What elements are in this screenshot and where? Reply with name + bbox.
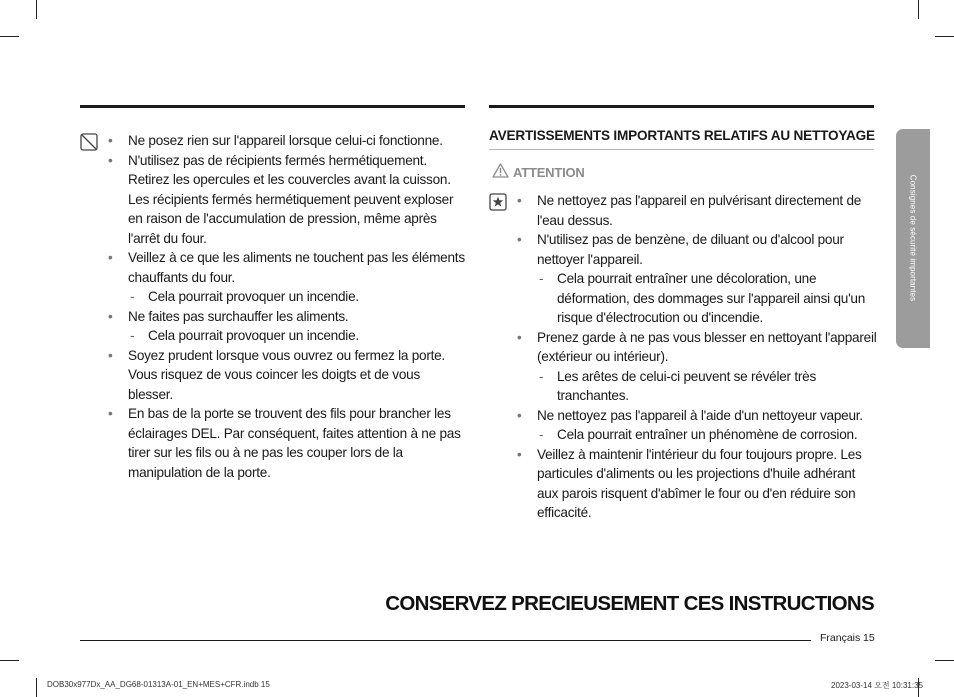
bullet-item xyxy=(108,131,468,151)
section-heading-rule xyxy=(489,149,874,150)
bullet-item xyxy=(517,191,877,230)
crop-mark xyxy=(935,660,954,661)
crop-mark xyxy=(918,0,919,19)
sub-bullet-item: - Cela pourrait entraîner une décoloration, une déformation, des dommages sur l'appareil ainsi qu'un risque d'électrocution ou d'incendie. xyxy=(537,269,877,328)
right-bullet-list xyxy=(517,191,877,523)
bullet-text: Ne posez rien sur l'appareil lorsque celui-ci fonctionne. xyxy=(128,133,443,148)
sub-bullet-list xyxy=(128,326,468,346)
sub-bullet-list xyxy=(537,367,877,406)
page-title: CONSERVEZ PRECIEUSEMENT CES INSTRUCTIONS xyxy=(385,592,874,615)
sub-bullet-item: - Cela pourrait provoquer un incendie. xyxy=(128,326,468,346)
bullet-text: Veillez à maintenir l'intérieur du four toujours propre. Les particules d'aliments ou les projections d'huile adhérant aux parois risquent d'abîmer le four ou d'en réduire son efficacité. xyxy=(537,446,862,520)
bullet-text: Ne nettoyez pas l'appareil en pulvérisant directement de l'eau dessus. xyxy=(537,193,862,228)
print-slug-file: DOB30x977Dx_AA_DG68-01313A-01_EN+MES+CFR.indb 15 xyxy=(47,680,270,689)
side-tab-label: Consignes de sécurité importantes xyxy=(908,174,918,302)
sub-bullet-list xyxy=(537,269,877,328)
left-bullet-list xyxy=(108,131,468,482)
crop-mark xyxy=(0,660,19,661)
bullet-text: N'utilisez pas de benzène, de diluant ou d'alcool pour nettoyer l'appareil. xyxy=(537,232,844,267)
bullet-item xyxy=(108,346,468,405)
crop-mark xyxy=(935,36,954,37)
print-slug-timestamp: 2023-03-14 오전 10:31:35 xyxy=(831,681,923,690)
bullet-text: Veillez à ce que les aliments ne touchent pas les éléments chauffants du four. xyxy=(128,250,465,285)
crop-mark xyxy=(36,0,37,19)
crop-mark xyxy=(0,36,19,37)
bullet-item xyxy=(108,404,468,482)
bullet-text: N'utilisez pas de récipients fermés hermétiquement. Retirez les opercules et les couvercles avant la cuisson. Les récipients fermés hermétiquement peuvent exploser en raison de l'accumulation de pression, même après l'arrêt du four. xyxy=(128,152,454,246)
page-number: 15 xyxy=(863,632,875,644)
bullet-item xyxy=(108,248,468,307)
sub-bullet-list xyxy=(128,287,468,307)
sub-bullet-item: - Les arêtes de celui-ci peuvent se révéler très tranchantes. xyxy=(537,367,877,406)
attention-text: ATTENTION xyxy=(513,164,585,180)
bullet-text: En bas de la porte se trouvent des fils pour brancher les éclairages DEL. Par conséquent, faites attention à ne pas tirer sur les fils ou à ne pas les couper lors de la manipulation de la porte. xyxy=(128,406,461,480)
attention-label xyxy=(492,163,585,181)
footer-rule xyxy=(80,640,811,641)
prohibition-icon xyxy=(80,133,98,156)
footer-language: Français xyxy=(820,632,861,644)
warning-triangle-icon xyxy=(492,163,509,181)
bullet-text: Soyez prudent lorsque vous ouvrez ou fermez la porte. Vous risquez de vous coincer les doigts et de vous blesser. xyxy=(128,347,445,402)
bullet-item xyxy=(517,406,877,445)
bullet-text: Ne faites pas surchauffer les aliments. xyxy=(128,308,349,324)
bullet-text: Prenez garde à ne pas vous blesser en nettoyant l'appareil (extérieur ou intérieur). xyxy=(537,329,877,364)
bullet-item xyxy=(108,307,468,346)
bullet-text: Ne nettoyez pas l'appareil à l'aide d'un nettoyeur vapeur. xyxy=(537,407,863,423)
crop-mark xyxy=(36,678,37,697)
sub-bullet-item: - Cela pourrait entraîner un phénomène de corrosion. xyxy=(537,425,877,445)
sub-bullet-list xyxy=(537,425,877,445)
bullet-item xyxy=(517,328,877,406)
star-icon xyxy=(489,193,507,216)
bullet-item xyxy=(517,230,877,328)
sub-bullet-item: - Cela pourrait provoquer un incendie. xyxy=(128,287,468,307)
left-column-rule xyxy=(80,105,465,108)
bullet-item xyxy=(108,151,468,249)
section-heading: AVERTISSEMENTS IMPORTANTS RELATIFS AU NETTOYAGE xyxy=(489,128,875,143)
right-column-rule xyxy=(489,105,874,108)
bullet-item xyxy=(517,445,877,523)
